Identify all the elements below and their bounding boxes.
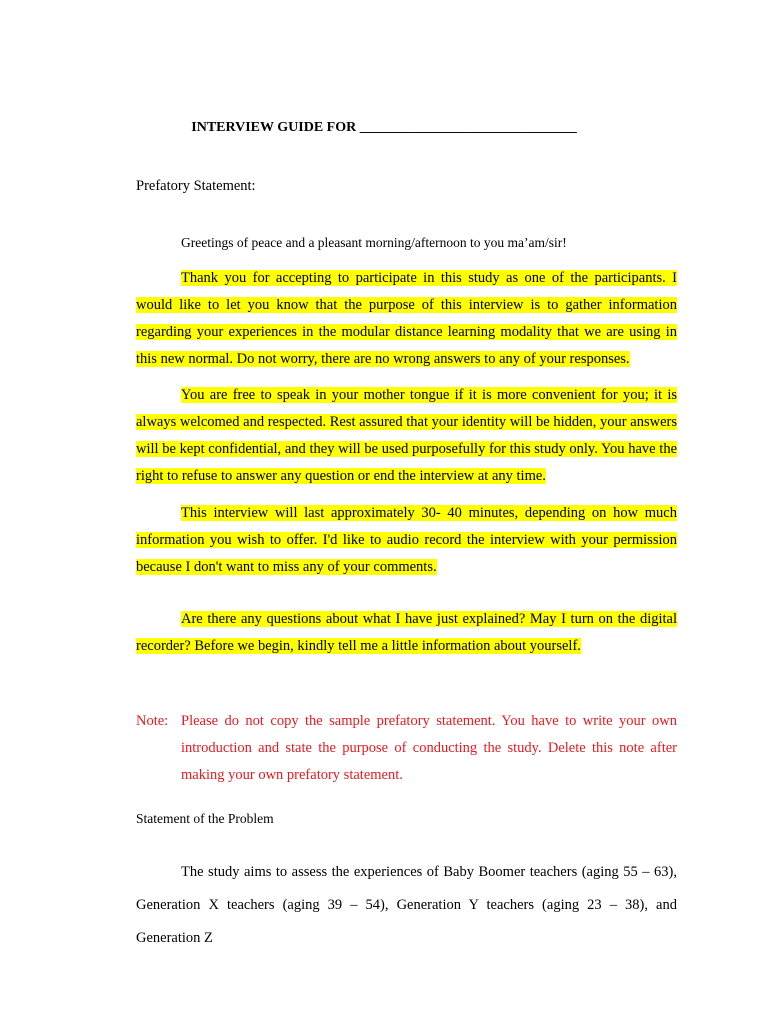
paragraph-questions	[136, 606, 677, 660]
paragraph-duration	[136, 500, 677, 581]
paragraph-mother-tongue	[136, 382, 677, 490]
problem-text: The study aims to assess the experiences of Baby Boomer teachers (aging 55 – 63), Generation X teachers (aging 39 – 54), Generation Y teachers (aging 23 – 38), and Generation Z	[136, 864, 677, 946]
paragraph-thank-you	[136, 265, 677, 373]
note-text: Please do not copy the sample prefatory statement. You have to write your own introduction and state the purpose of conducting the study. Delete this note after making your own prefatory statement.	[181, 713, 677, 783]
greeting-line: Greetings of peace and a pleasant morning/afternoon to you ma’am/sir!	[181, 235, 567, 250]
highlighted-text: Are there any questions about what I have just explained? May I turn on the digital recorder? Before we begin, kindly tell me a little information about yourself.	[136, 611, 677, 654]
highlighted-text: This interview will last approximately 30- 40 minutes, depending on how much information you wish to offer. I'd like to audio record the interview with your permission because I don't want to miss any of your comments.	[136, 505, 677, 575]
highlighted-text: You are free to speak in your mother tongue if it is more convenient for you; it is always welcomed and respected. Rest assured that your identity will be hidden, your answers will be kept confidential, and they will be used purposefully for this study only. You have the right to refuse to answer any question or end the interview at any time.	[136, 387, 677, 484]
problem-heading: Statement of the Problem	[136, 811, 274, 826]
prefatory-heading: Prefatory Statement:	[136, 178, 256, 194]
note-label: Note:	[136, 713, 169, 729]
document-title: INTERVIEW GUIDE FOR _______________________________	[191, 120, 577, 135]
paragraph-problem	[136, 856, 677, 955]
highlighted-text: Thank you for accepting to participate in this study as one of the participants. I would like to let you know that the purpose of this interview is to gather information regarding your experiences in the modular distance learning modality that we are using in this new normal. Do not worry, there are no wrong answers to any of your responses.	[136, 270, 677, 367]
